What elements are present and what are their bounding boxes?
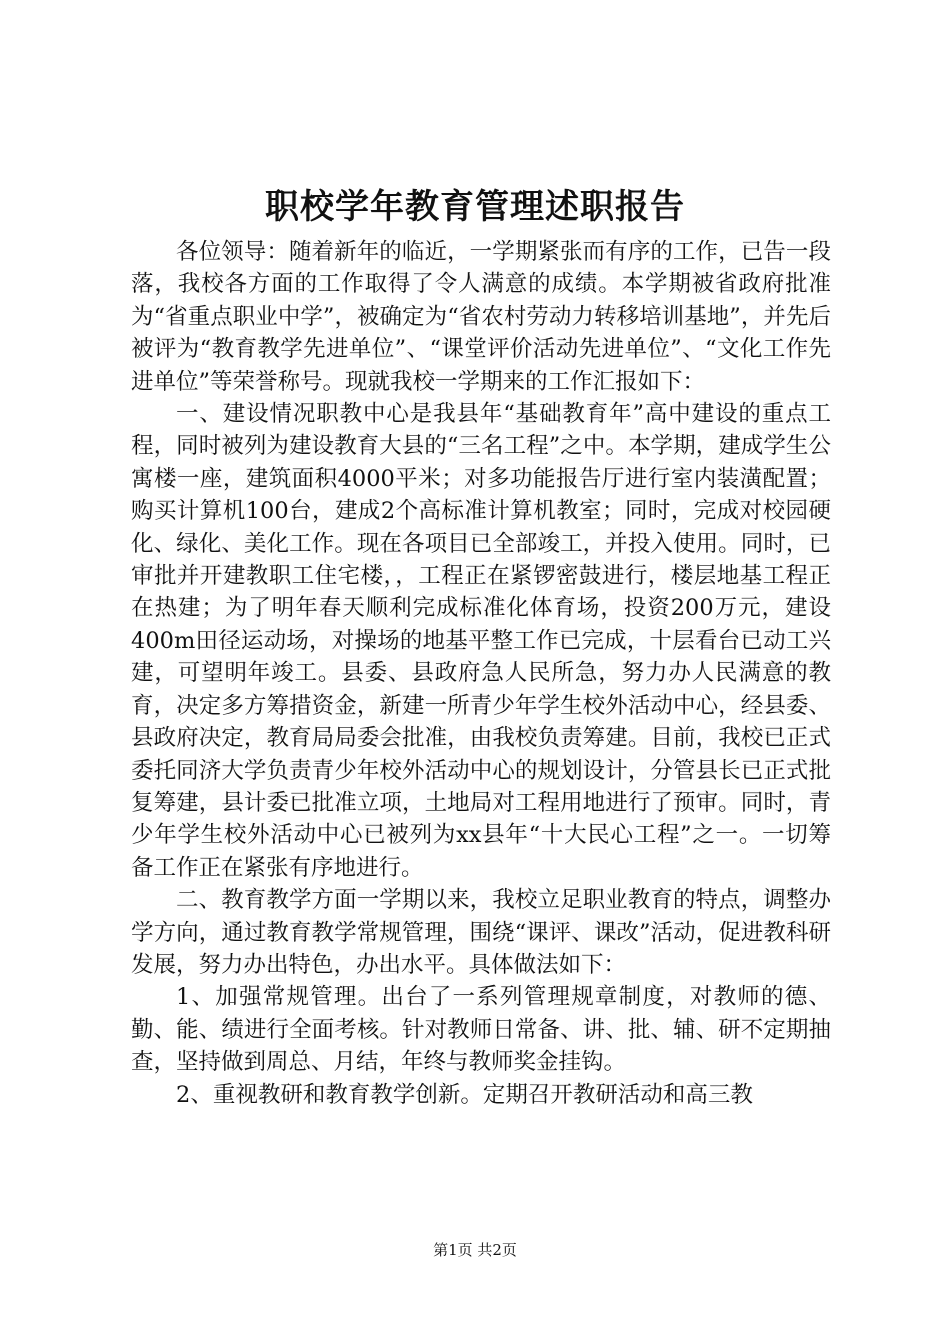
paragraph-research-innovation: 2、重视教研和教育教学创新。定期召开教研活动和高三教: [176, 1081, 753, 1108]
paragraph-construction: 一、建设情况职教中心是我县年“基础教育年”高中建设的重点工程，同时被列为建设教育大县的“三名工程”之中。本学期，建成学生公寓楼一座，建筑面积4000平米；对多功能报告厅进行室内装潢配置；购买计算机100台，建成2个高标准计算机教室；同时，完成对校园硬化、绿化、美化工作。现在各项目已全部竣工，并投入使用。同时，已审批并开建教职工住宅楼，，工程正在紧锣密鼓进行，楼层地基工程正在热建；为了明年春天顺利完成标准化体育场，投资200万元，建设400m田径运动场，对操场的地基平整工作已完成，十层看台已动工兴建，可望明年竣工。县委、县政府急人民所急，努力办人民满意的教育，决定多方筹措资金，新建一所青少年学生校外活动中心，经县委、县政府决定，教育局局委会批准，由我校负责筹建。目前，我校已正式委托同济大学负责青少年校外活动中心的规划设计，分管县长已正式批复筹建，县计委已批准立项，土地局对工程用地进行了预审。同时，青少年学生校外活动中心已被列为xx县年“十大民心工程”之一。一切筹备工作正在紧张有序地进行。: [131, 401, 831, 881]
paragraph-routine-management: 1、加强常规管理。出台了一系列管理规章制度，对教师的德、勤、能、绩进行全面考核。针对教师日常备、讲、批、辅、研不定期抽查，坚持做到周总、月结，年终与教师奖金挂钩。: [131, 984, 831, 1076]
paragraph-intro: 各位领导：随着新年的临近，一学期紧张而有序的工作，已告一段落，我校各方面的工作取得了令人满意的成绩。本学期被省政府批准为“省重点职业中学”，被确定为“省农村劳动力转移培训基地”，并先后被评为“教育教学先进单位”、“课堂评价活动先进单位”、“文化工作先进单位”等荣誉称号。现就我校一学期来的工作汇报如下：: [131, 239, 831, 395]
document-body: [131, 236, 831, 1111]
page-title: 职校学年教育管理述职报告: [265, 187, 685, 227]
paragraph-teaching: 二、教育教学方面一学期以来，我校立足职业教育的特点，调整办学方向，通过教育教学常规管理，围绕“课评、课改”活动，促进教科研发展，努力办出特色，办出水平。具体做法如下：: [131, 887, 831, 978]
page-number: 第1页 共2页: [433, 1241, 517, 1259]
